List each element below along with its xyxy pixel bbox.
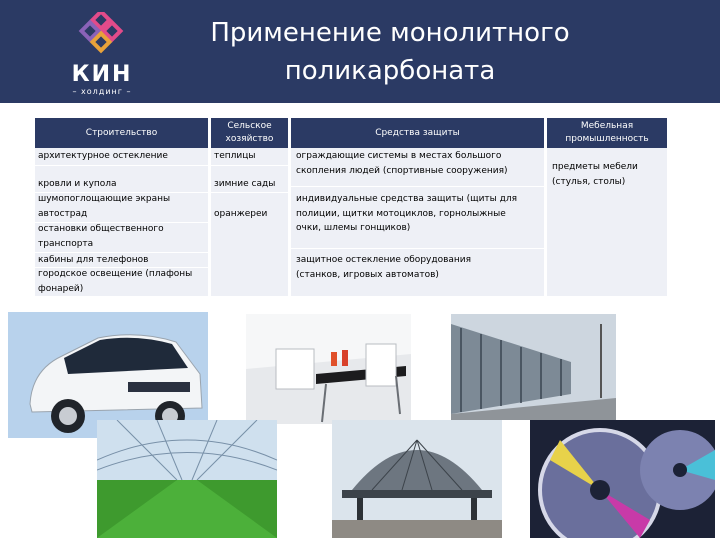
logo-subtitle: – холдинг – — [72, 87, 132, 96]
list-item: городское освещение (плафоны фонарей) — [38, 269, 193, 294]
divider — [35, 165, 208, 166]
list-item: предметы мебели (стулья, столы) — [552, 162, 638, 187]
list-item: индивидуальные средства защиты (щиты для полиции, щитки мотоциклов, горнолыжные очки, шлемы гонщиков) — [296, 194, 518, 233]
list-item: кабины для телефонов — [38, 255, 149, 265]
list-item: оранжереи — [214, 209, 268, 219]
dome-pavilion-photo — [332, 420, 502, 538]
column-header-protection: Средства защиты — [291, 118, 544, 148]
slide-header — [0, 0, 720, 103]
noise-barrier-photo — [451, 314, 616, 420]
column-header-construction: Строительство — [35, 118, 208, 148]
logo-name: КИН — [71, 62, 133, 87]
column-agriculture — [211, 148, 288, 296]
column-header-furniture: Мебельная промышленность — [547, 118, 667, 148]
slide-title: Применение монолитного поликарбоната — [210, 18, 570, 86]
list-item: архитектурное остекление — [38, 151, 168, 161]
list-item: шумопоглощающие экраны автострад — [38, 194, 171, 219]
list-item: кровли и купола — [38, 179, 117, 189]
list-item: зимние сады — [214, 179, 276, 189]
furniture-photo — [246, 314, 411, 424]
list-item: теплицы — [214, 151, 256, 161]
divider — [291, 248, 544, 249]
divider — [211, 192, 288, 193]
cd-discs-photo — [530, 420, 715, 538]
list-item: защитное остекление оборудования (станков, игровых автоматов) — [296, 255, 472, 280]
column-header-agriculture: Сельское хозяйство — [211, 118, 288, 148]
list-item: ограждающие системы в местах большого скопления людей (спортивные сооружения) — [296, 151, 508, 176]
divider — [211, 165, 288, 166]
greenhouse-photo — [97, 420, 277, 538]
divider — [291, 186, 544, 187]
company-logo — [62, 12, 142, 96]
logo-diamond-icon — [74, 12, 130, 62]
list-item: остановки общественного транспорта — [38, 224, 164, 249]
